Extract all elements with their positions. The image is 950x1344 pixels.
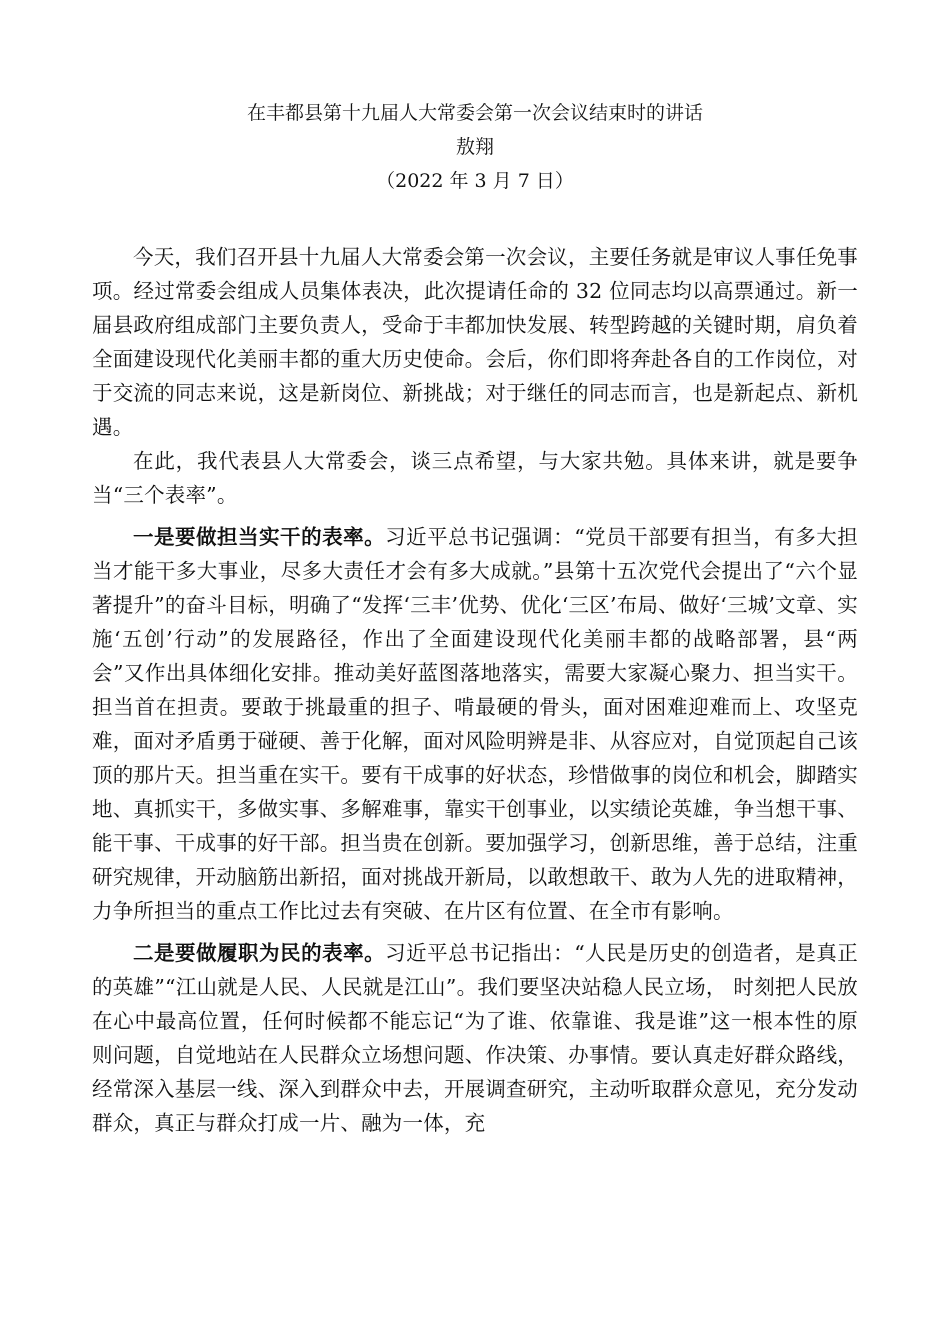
paragraph-text: 习近平总书记指出：“人民是历史的创造者，是真正的英雄”“江山就是人民、人民就是江山”。我们要坚决站稳人民立场， 时刻把人民放在心中最高位置，任何时候都不能忘记“为了谁、依靠谁、我是谁”这一根本性的原则问题，自觉地站在人民群众立场想问题、作决策、办事情。要认真走好群众路线，经常深入基层一线、深入到群众中去，开展调查研究，主动听取群众意见，充分发动群众，真正与群众打成一片、融为一体，充 bbox=[92, 941, 858, 1135]
paragraph-hopes bbox=[92, 444, 858, 512]
paragraph-point-one bbox=[92, 520, 858, 928]
title-spacer bbox=[92, 198, 858, 240]
paragraph-text: 在此，我代表县人大常委会，谈三点希望，与大家共勉。具体来讲，就是要争当“三个表率”。 bbox=[92, 449, 858, 507]
paragraph-lead: 一是要做担当实干的表率。 bbox=[133, 525, 386, 549]
document-author: 敖翔 bbox=[455, 136, 494, 158]
paragraph-intro bbox=[92, 240, 858, 444]
paragraph-text: 今天，我们召开县十九届人大常委会第一次会议，主要任务就是审议人事任免事项。经过常委会组成人员集体表决，此次提请任命的 32 位同志均以高票通过。新一届县政府组成部门主要负责人，受命于丰都加快发展、转型跨越的关键时期，肩负着全面建设现代化美丽丰都的重大历史使命。会后，你们即将奔赴各自的工作岗位，对于交流的同志来说，这是新岗位、新挑战；对于继任的同志而言，也是新起点、新机遇。 bbox=[92, 245, 858, 439]
document-date: （2022 年 3 月 7 日） bbox=[376, 170, 574, 192]
paragraph-text: 习近平总书记强调：“党员干部要有担当，有多大担当才能干多大事业，尽多大责任才会有多大成就。”县第十五次党代会提出了“六个显著提升”的奋斗目标，明确了“发挥‘三丰’优势、优化‘三区’布局、做好‘三城’文章、实施‘五创’行动”的发展路径，作出了全面建设现代化美丽丰都的战略部署，县“两会”又作出具体细化安排。推动美好蓝图落地落实，需要大家凝心聚力、担当实干。担当首在担责。要敢于挑最重的担子、啃最硬的骨头，面对困难迎难而上、攻坚克难，面对矛盾勇于碰硬、善于化解，面对风险明辨是非、从容应对，自觉顶起自己该顶的那片天。担当重在实干。要有干成事的好状态，珍惜做事的岗位和机会，脚踏实地、真抓实干，多做实事、多解难事，靠实干创事业，以实绩论英雄，争当想干事、能干事、干成事的好干部。担当贵在创新。要加强学习，创新思维，善于总结，注重研究规律，开动脑筋出新招，面对挑战开新局，以敢想敢干、敢为人先的进取精神，力争所担当的重点工作比过去有突破、在片区有位置、在全市有影响。 bbox=[92, 525, 858, 923]
document-title: 在丰都县第十九届人大常委会第一次会议结束时的讲话 bbox=[246, 102, 703, 124]
paragraph-point-two bbox=[92, 936, 858, 1140]
paragraph-lead: 二是要做履职为民的表率。 bbox=[133, 941, 386, 965]
